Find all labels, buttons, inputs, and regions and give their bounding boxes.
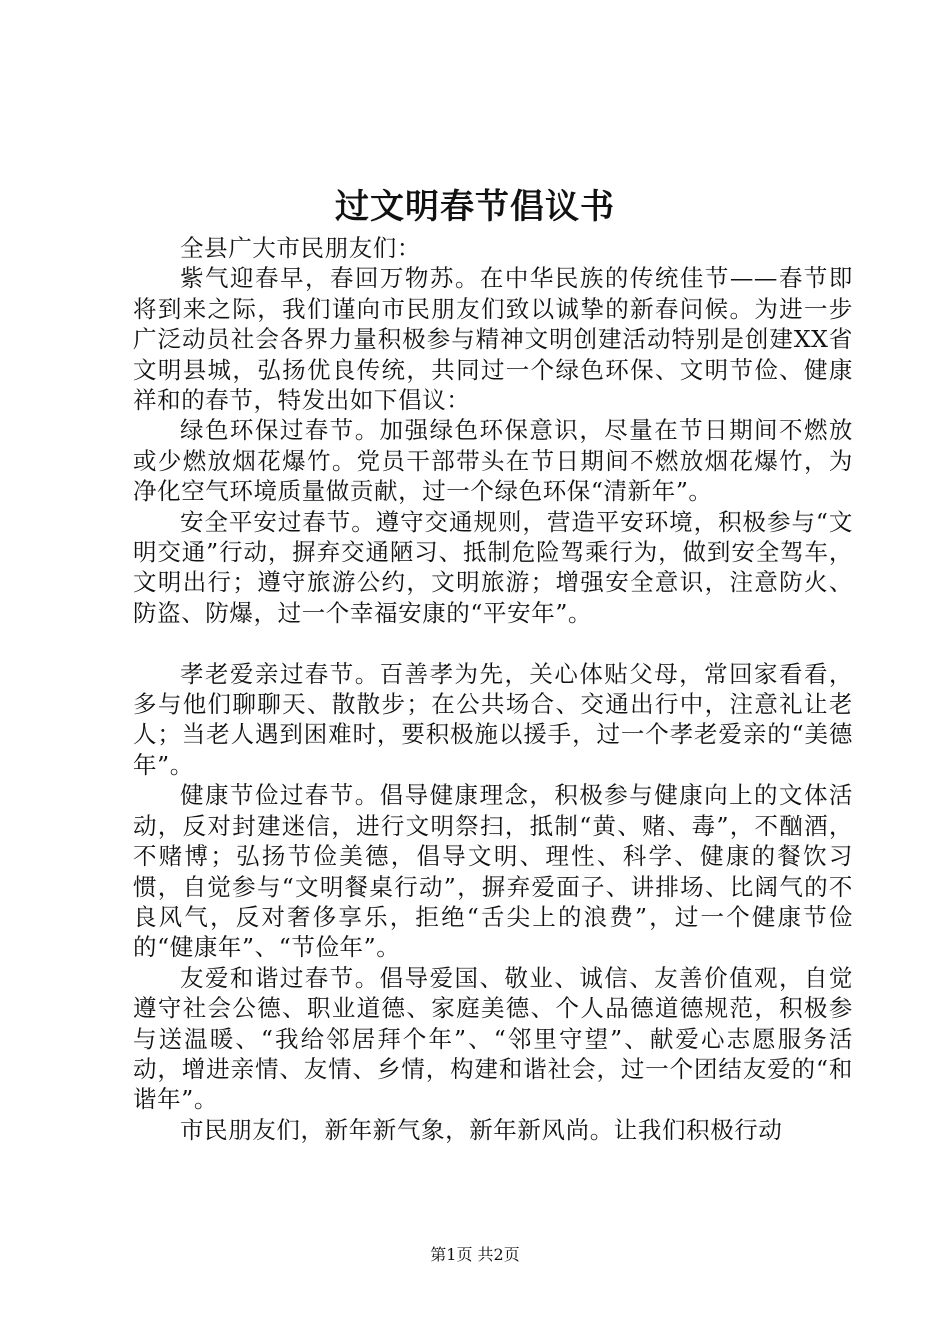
paragraph-health: 健康节俭过春节。倡导健康理念，积极参与健康向上的文体活动，反对封建迷信，进行文明祭扫，抵制“黄、赌、毒”，不酗酒，不赌博；弘扬节俭美德，倡导文明、理性、科学、健康的餐饮习惯，自觉参与“文明餐桌行动”，摒弃爱面子、讲排场、比阔气的不良风气，反对奢侈享乐，拒绝“舌尖上的浪费”，过一个健康节俭的“健康年”、“节俭年”。 bbox=[133, 781, 853, 962]
page-footer: 第1页 共2页 bbox=[430, 1245, 520, 1264]
paragraph-safety: 安全平安过春节。遵守交通规则，营造平安环境，积极参与“文明交通”行动，摒弃交通陋习、抵制危险驾乘行为，做到安全驾车，文明出行；遵守旅游公约，文明旅游；增强安全意识，注意防火、防盗、防爆，过一个幸福安康的“平安年”。 bbox=[133, 507, 853, 627]
document-title: 过文明春节倡议书 bbox=[335, 187, 615, 227]
document-body bbox=[133, 233, 853, 1145]
blank-line bbox=[133, 628, 853, 658]
greeting-paragraph: 全县广大市民朋友们： bbox=[180, 234, 421, 262]
paragraph-harmony: 友爱和谐过春节。倡导爱国、敬业、诚信、友善价值观，自觉遵守社会公德、职业道德、家庭美德、个人品德道德规范，积极参与送温暖、“我给邻居拜个年”、“邻里守望”、献爱心志愿服务活动，增进亲情、友情、乡情，构建和谐社会，过一个团结友爱的“和谐年”。 bbox=[133, 963, 853, 1114]
paragraph-intro: 紫气迎春早，春回万物苏。在中华民族的传统佳节——春节即将到来之际，我们谨向市民朋友们致以诚挚的新春问候。为进一步广泛动员社会各界力量积极参与精神文明创建活动特别是创建XX省文明县城，弘扬优良传统，共同过一个绿色环保、文明节俭、健康祥和的春节，特发出如下倡议： bbox=[133, 264, 853, 415]
paragraph-closing: 市民朋友们，新年新气象，新年新风尚。让我们积极行动 bbox=[180, 1115, 783, 1144]
paragraph-filial: 孝老爱亲过春节。百善孝为先，关心体贴父母，常回家看看，多与他们聊聊天、散散步；在公共场合、交通出行中，注意礼让老人；当老人遇到困难时，要积极施以援手，过一个孝老爱亲的“美德年”。 bbox=[133, 659, 853, 779]
paragraph-green: 绿色环保过春节。加强绿色环保意识，尽量在节日期间不燃放或少燃放烟花爆竹。党员干部带头在节日期间不燃放烟花爆竹，为净化空气环境质量做贡献，过一个绿色环保“清新年”。 bbox=[133, 416, 853, 506]
